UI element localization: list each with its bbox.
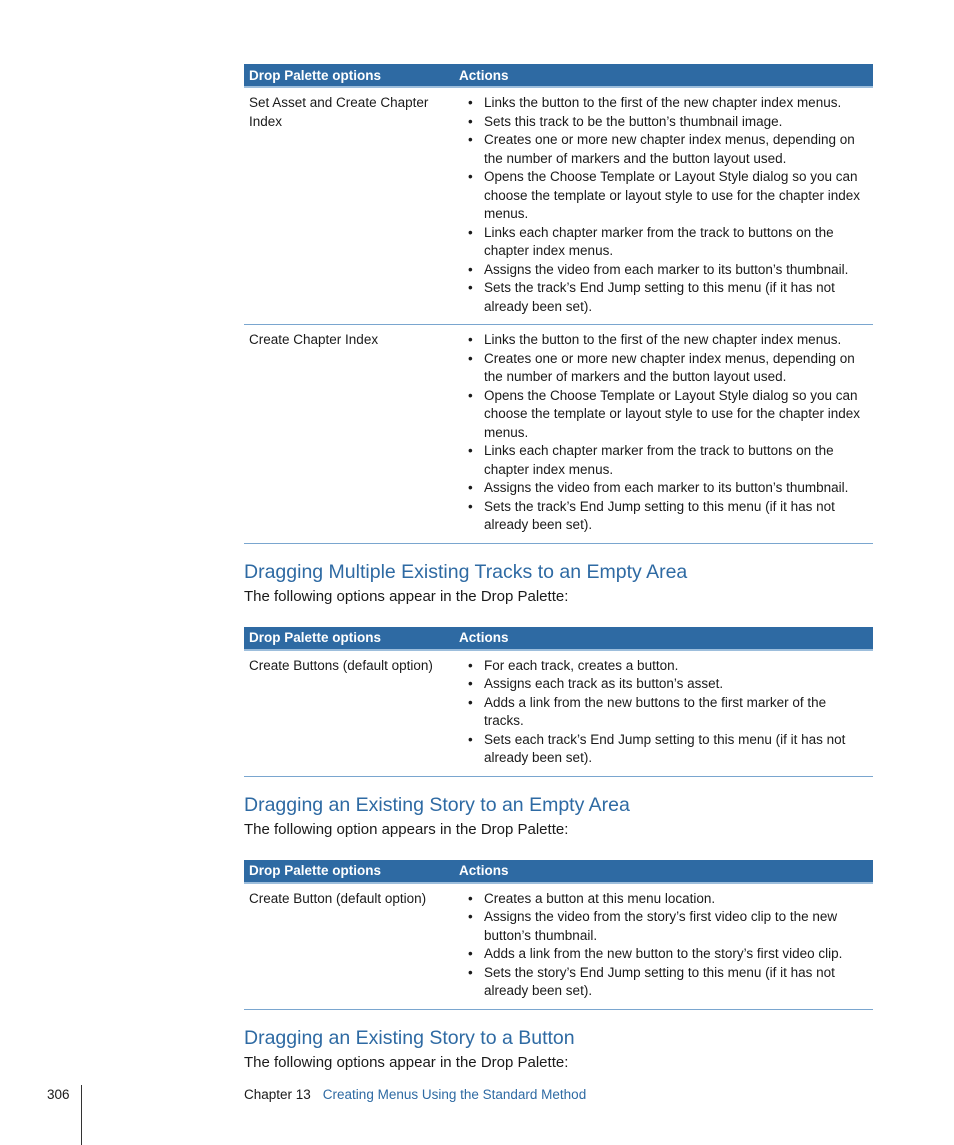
section-heading: Dragging an Existing Story to an Empty Area [244,793,630,816]
list-item: • Creates one or more new chapter index menus, depending on the number of markers and the button layout used. [468,350,855,384]
table-row [244,325,873,544]
bullet: • [468,169,473,184]
chapter-reference [244,1087,586,1102]
bullet: • [468,946,473,961]
actions-list [459,890,868,1001]
list-item: • Links the button to the first of the new chapter index menus. [459,94,868,113]
actions-list [459,94,868,316]
bullet: • [468,350,473,366]
list-item: • Sets the track’s End Jump setting to this menu (if it has not already been set). [468,498,835,532]
section-lead: The following options appear in the Drop Palette: [244,587,569,605]
list-item: • Links each chapter marker from the track to buttons on the chapter index menus. [468,443,834,477]
list-item: • For each track, creates a button. [459,657,868,676]
option-cell: Create Button (default option) [249,890,427,906]
chapter-label: Chapter 13 [244,1087,311,1102]
actions-cell [454,883,873,1010]
list-item: • Links each chapter marker from the track to buttons on the chapter index menus. [468,224,834,258]
section-lead: The following option appears in the Drop Palette: [244,820,569,838]
table-row [244,883,873,1010]
bullet: • [468,95,473,110]
page-number: 306 [47,1087,70,1102]
actions-list [459,331,868,535]
table-row [244,87,873,325]
list-item: • Adds a link from the new buttons to the first marker of the tracks. [468,694,827,728]
bullet: • [468,332,473,347]
section-heading: Dragging Multiple Existing Tracks to an Empty Area [244,560,688,583]
drop-palette-table-2 [244,627,873,777]
option-cell: Create Chapter Index [249,332,379,347]
bullet: • [468,280,473,295]
option-cell: Create Buttons (default option) [249,657,433,673]
list-item: • Assigns the video from the story’s first video clip to the new button’s thumbnail. [468,909,838,943]
header-actions: Actions [454,627,873,650]
bullet: • [468,909,473,924]
bullet: • [468,480,473,495]
bullet: • [468,964,473,980]
list-item: • Creates one or more new chapter index menus, depending on the number of markers and the button layout used. [468,132,855,166]
list-item: • Creates a button at this menu location. [459,890,868,909]
list-item: • Assigns the video from each marker to its button’s thumbnail. [459,479,868,498]
table-header-row [244,627,873,650]
bullet: • [468,113,473,129]
list-item: • Sets each track’s End Jump setting to this menu (if it has not already been set). [468,731,846,765]
bullet: • [468,132,473,147]
table-header-row [244,64,873,87]
option-cell: Set Asset and Create Chapter Index [249,95,429,129]
list-item: • Assigns each track as its button’s asset. [459,675,868,694]
header-drop-palette-options: Drop Palette options [244,860,454,883]
bullet: • [468,731,473,747]
section-heading: Dragging an Existing Story to a Button [244,1026,575,1049]
header-actions: Actions [454,860,873,883]
page-footer [0,1087,954,1107]
bullet: • [468,657,473,673]
actions-cell [454,325,873,544]
list-item: • Adds a link from the new button to the story’s first video clip. [459,945,868,964]
bullet: • [468,443,473,458]
list-item: • Sets this track to be the button’s thumbnail image. [459,113,868,132]
table-row [244,650,873,777]
chapter-title: Creating Menus Using the Standard Method [322,1087,587,1102]
page-content [244,64,873,1073]
bullet: • [468,261,473,277]
drop-palette-table-3 [244,860,873,1010]
list-item: • Links the button to the first of the new chapter index menus. [459,331,868,350]
actions-cell [454,650,873,777]
list-item: • Assigns the video from each marker to its button’s thumbnail. [459,261,868,280]
bullet: • [468,387,473,403]
bullet: • [468,224,473,240]
header-drop-palette-options: Drop Palette options [244,627,454,650]
list-item: • Sets the track’s End Jump setting to this menu (if it has not already been set). [468,280,835,314]
header-actions: Actions [454,64,873,87]
section-lead: The following options appear in the Drop Palette: [244,1053,569,1071]
bullet: • [468,676,473,691]
drop-palette-table-1 [244,64,873,544]
actions-list [459,657,868,768]
list-item: • Opens the Choose Template or Layout Style dialog so you can choose the template or layout style to use for the chapter index menus. [468,387,860,440]
bullet: • [468,694,473,710]
list-item: • Sets the story’s End Jump setting to this menu (if it has not already been set). [468,964,835,998]
list-item: • Opens the Choose Template or Layout Style dialog so you can choose the template or layout style to use for the chapter index menus. [468,169,860,221]
actions-cell [454,87,873,325]
bullet: • [468,890,473,906]
header-drop-palette-options: Drop Palette options [244,64,454,87]
bullet: • [468,498,473,514]
table-header-row [244,860,873,883]
